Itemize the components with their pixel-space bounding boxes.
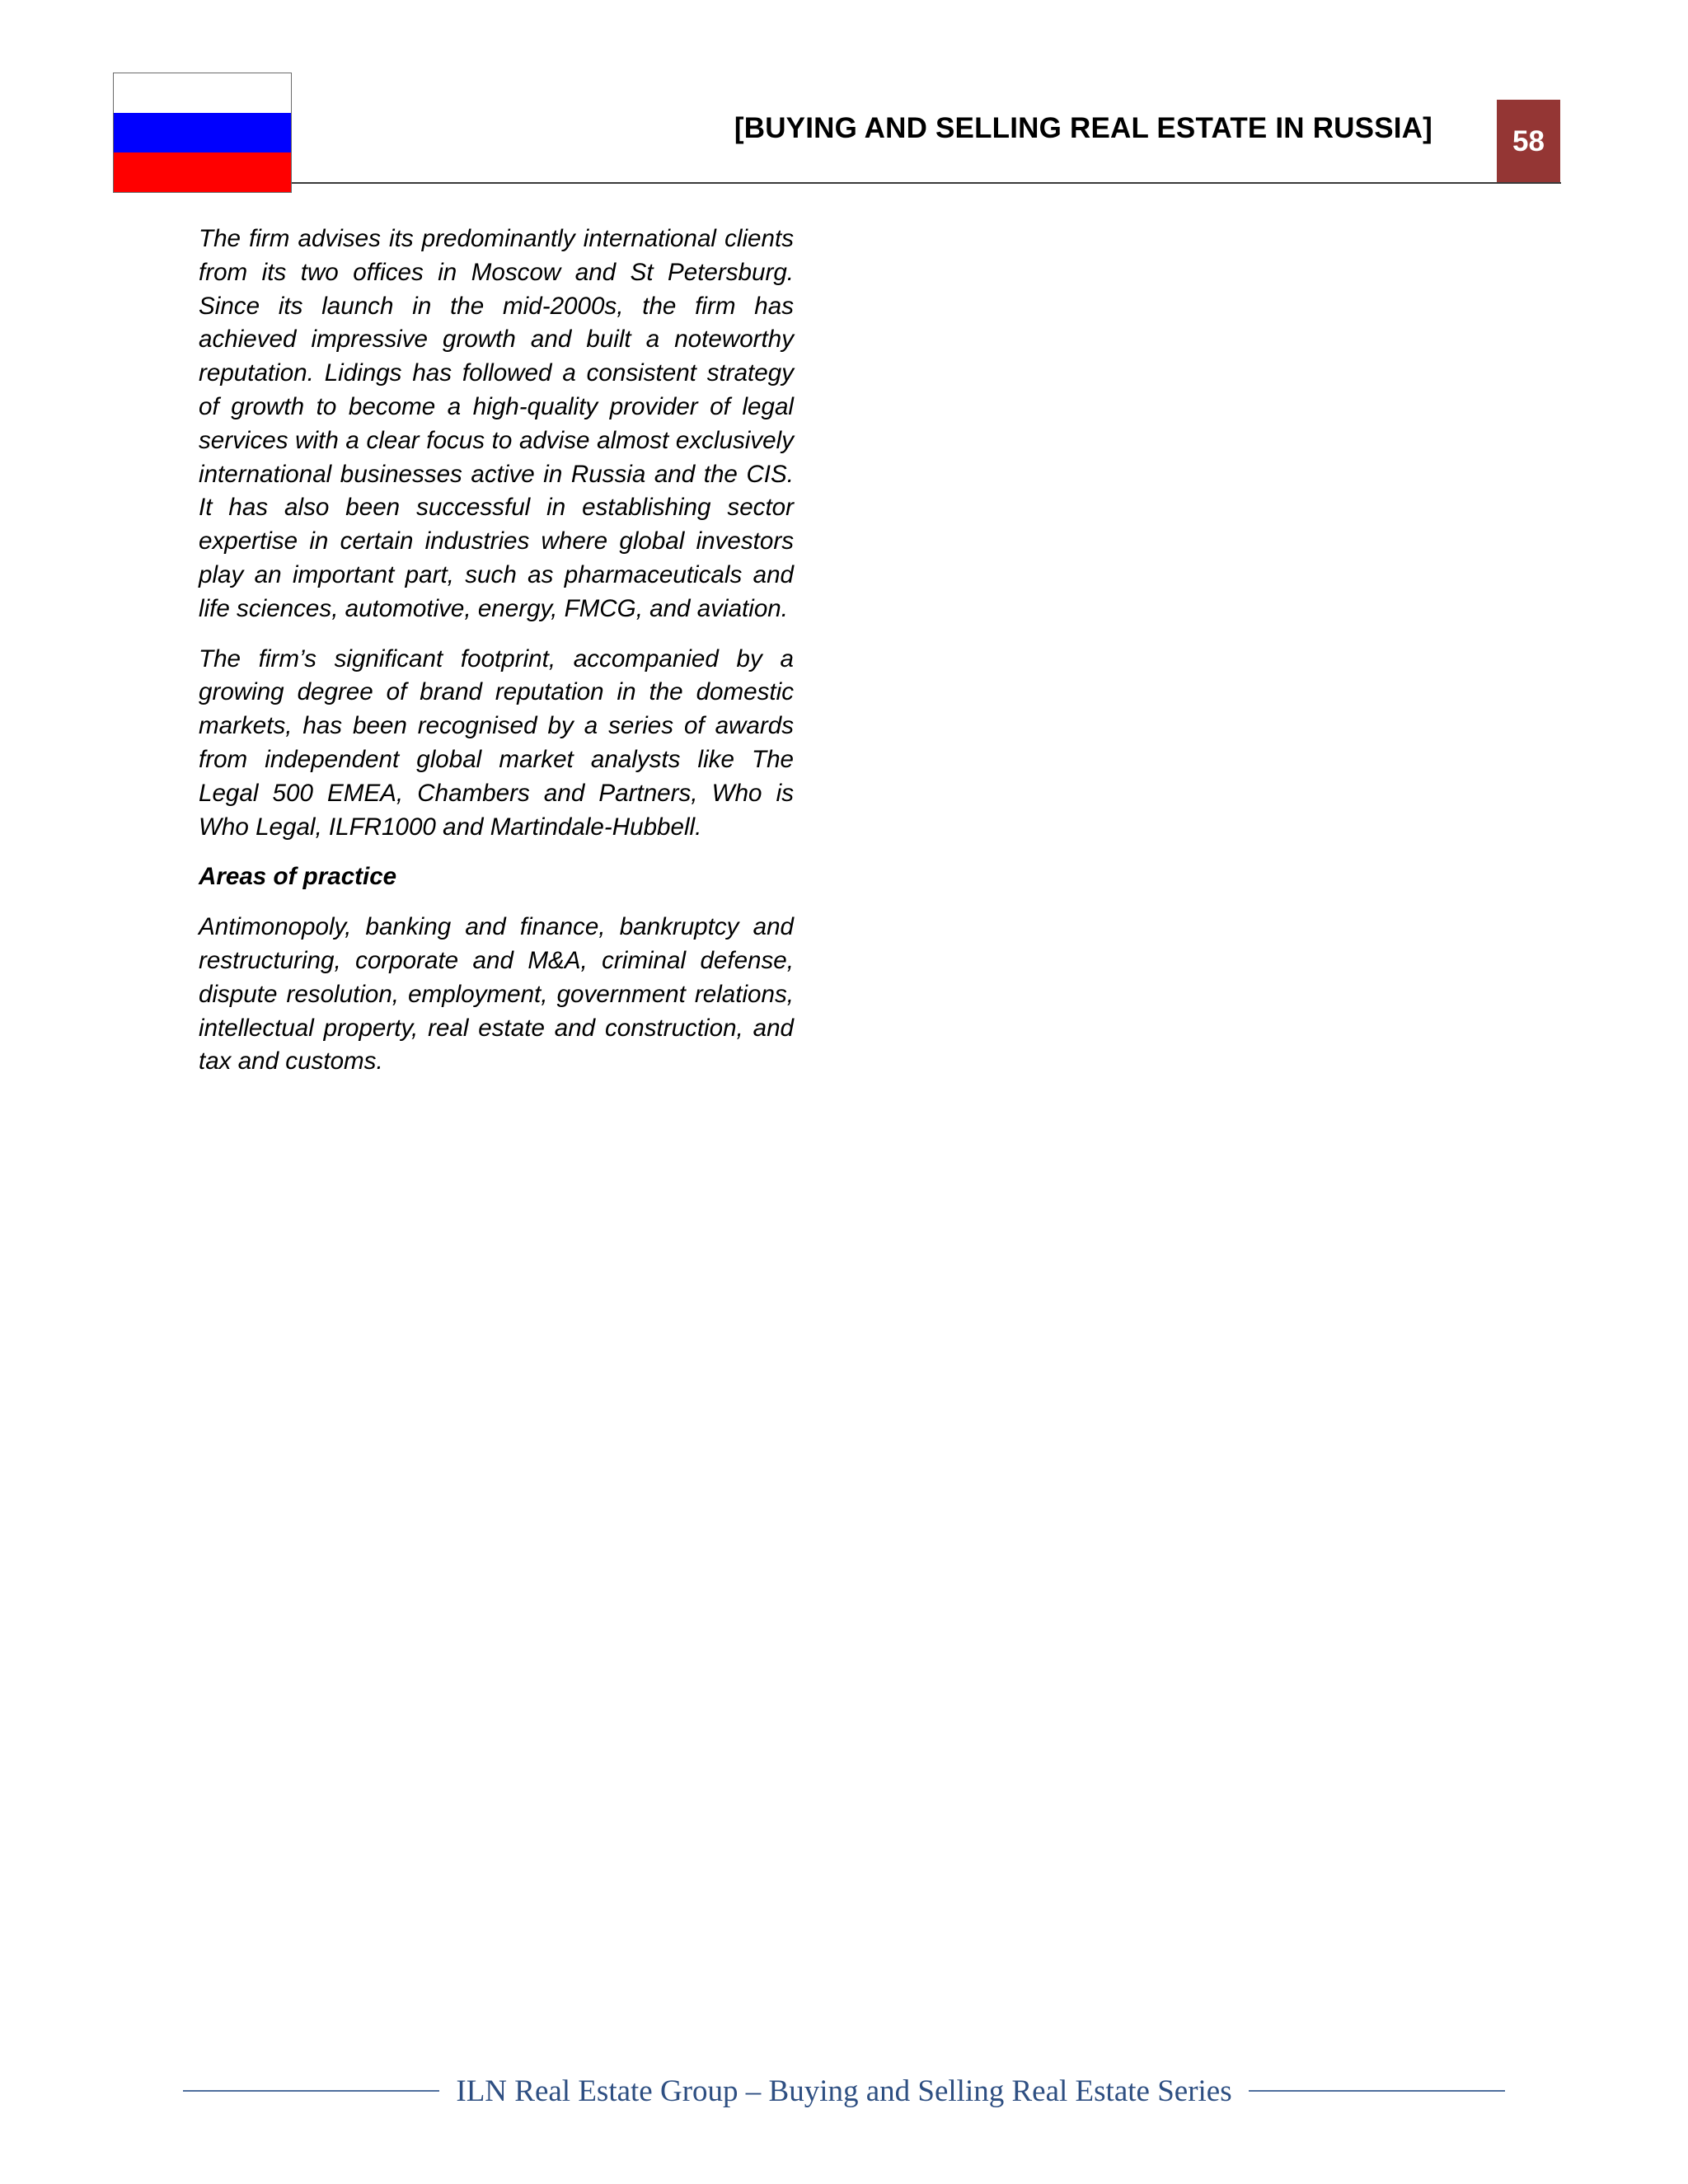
body-paragraph-2: The firm’s significant footprint, accompanied by a growing degree of brand reputation in the domestic markets, has been recognised by a series of awards from independent global market analysts like The Legal 500 EMEA, Chambers and Partners, Who is Who Legal, ILFR1000 and Martindale-Hubbell. [199,644,794,841]
main-content [199,223,794,1095]
russia-flag-icon [113,73,292,193]
header-divider [292,182,1561,184]
header-title: [BUYING AND SELLING REAL ESTATE IN RUSSIA] [734,112,1432,144]
flag-white-stripe [114,73,291,113]
footer-text: ILN Real Estate Group – Buying and Selling Real Estate Series [456,2074,1232,2108]
footer-right-rule [1249,2090,1505,2092]
page-number-badge: 58 [1497,100,1560,184]
footer-left-rule [183,2090,439,2092]
section-subheading: Areas of practice [199,863,397,891]
flag-red-stripe [114,152,291,192]
flag-blue-stripe [114,113,291,152]
body-paragraph-1: The firm advises its predominantly international clients from its two offices in Moscow and St Petersburg. Since its launch in the mid-2000s, the firm has achieved impressive growth and built a noteworthy reputation. Lidings has followed a consistent strategy of growth to become a high-quality provider of legal services with a clear focus to advise almost exclusively international businesses active in Russia and the CIS. It has also been successful in establishing sector expertise in certain industries where global investors play an important part, such as pharmaceuticals and life sciences, automotive, energy, FMCG, and aviation. [199,225,794,622]
body-paragraph-3: Antimonopoly, banking and finance, bankruptcy and restructuring, corporate and M&A, criminal defense, dispute resolution, employment, government relations, intellectual property, real estate and construction, and tax and customs. [199,913,794,1076]
page-footer [183,2069,1505,2113]
